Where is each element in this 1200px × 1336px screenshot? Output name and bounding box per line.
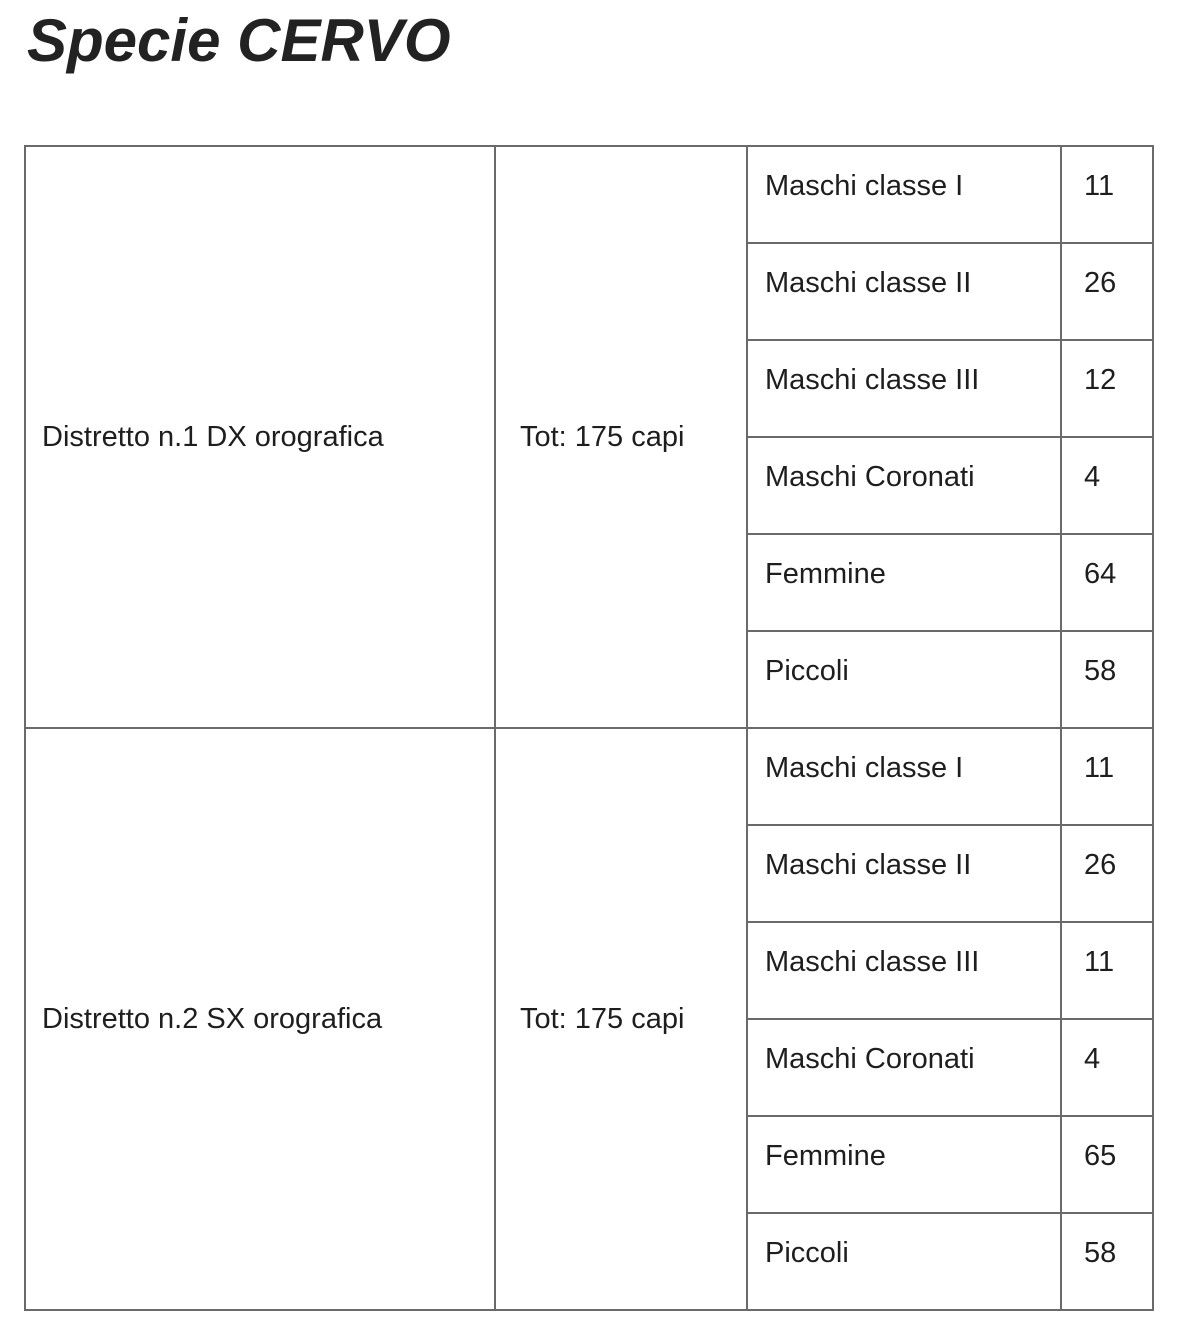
category-cell: Maschi classe II [747, 825, 1061, 922]
district-2-name-cell: Distretto n.2 SX orografica [25, 728, 495, 1310]
value-cell: 12 [1061, 340, 1153, 437]
category-cell: Maschi Coronati [747, 437, 1061, 534]
category-cell: Femmine [747, 534, 1061, 631]
table-row [25, 146, 1153, 243]
category-cell: Maschi classe III [747, 922, 1061, 1019]
value-cell: 4 [1061, 437, 1153, 534]
category-cell: Femmine [747, 1116, 1061, 1213]
value-cell: 4 [1061, 1019, 1153, 1116]
category-cell: Maschi Coronati [747, 1019, 1061, 1116]
category-cell: Piccoli [747, 631, 1061, 728]
category-cell: Piccoli [747, 1213, 1061, 1310]
category-cell: Maschi classe I [747, 728, 1061, 825]
district-1-total-cell: Tot: 175 capi [495, 146, 747, 728]
value-cell: 58 [1061, 631, 1153, 728]
table-row [25, 728, 1153, 825]
category-cell: Maschi classe III [747, 340, 1061, 437]
category-cell: Maschi classe II [747, 243, 1061, 340]
value-cell: 26 [1061, 243, 1153, 340]
value-cell: 11 [1061, 728, 1153, 825]
value-cell: 65 [1061, 1116, 1153, 1213]
page-title: Specie CERVO [27, 7, 451, 74]
harvest-plan-table [24, 145, 1154, 1311]
value-cell: 58 [1061, 1213, 1153, 1310]
value-cell: 11 [1061, 922, 1153, 1019]
category-cell: Maschi classe I [747, 146, 1061, 243]
value-cell: 26 [1061, 825, 1153, 922]
value-cell: 64 [1061, 534, 1153, 631]
value-cell: 11 [1061, 146, 1153, 243]
district-2-total-cell: Tot: 175 capi [495, 728, 747, 1310]
district-1-name-cell: Distretto n.1 DX orografica [25, 146, 495, 728]
